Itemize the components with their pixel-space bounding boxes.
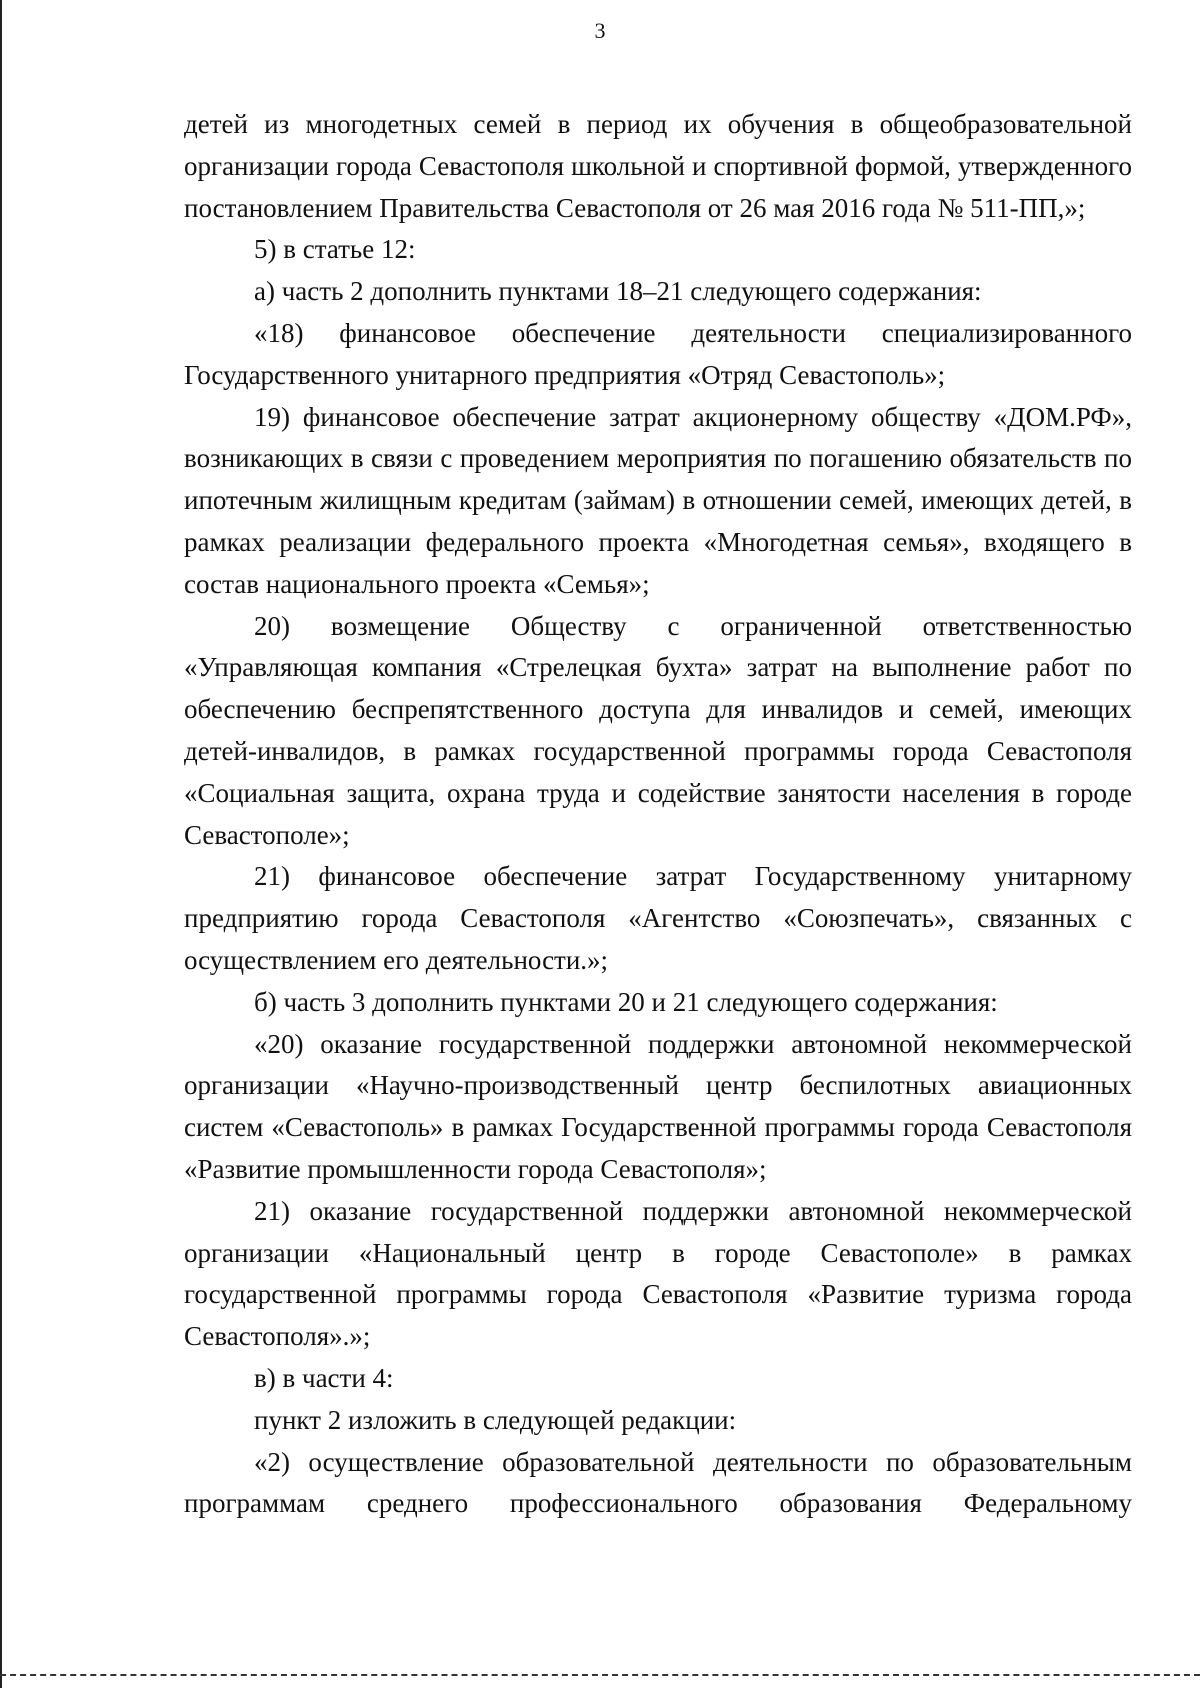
paragraph-point-2-intro: пункт 2 изложить в следующей редакции: <box>254 1404 737 1435</box>
paragraph-item-b: б) часть 3 дополнить пунктами 20 и 21 следующего содержания: <box>254 986 998 1017</box>
paragraph-point-18: «18) финансовое обеспечение деятельности специализированного Государственного унитарного предприятия «Отряд Севастополь»; <box>184 317 1132 390</box>
paragraph-item-5: 5) в статье 12: <box>254 234 416 265</box>
scan-left-edge <box>0 0 2 1688</box>
paragraph-point-21-support: 21) оказание государственной поддержки автономной некоммерческой организации «Национальный центр в городе Севастополе» в рамках государственной программы города Севастополя «Развитие туризма города Севастополя».»; <box>184 1195 1132 1352</box>
paragraph-point-19: 19) финансовое обеспечение затрат акционерному обществу «ДОМ.РФ», возникающих в связи с проведением мероприятия по погашению обязательств по ипотечным жилищным кредитам (займам) в отношении семей, имеющих детей, в рамках реализации федерального проекта «Многодетная семья», входящего в состав национального проекта «Семья»; <box>184 401 1132 599</box>
paragraph-point-21: 21) финансовое обеспечение затрат Государственному унитарному предприятию города Севастополя «Агентство «Союзпечать», связанных с осуществлением его деятельности.»; <box>184 861 1132 975</box>
paragraph-continuation: детей из многодетных семей в период их обучения в общеобразовательной организации города Севастополя школьной и спортивной формой, утвержденного постановлением Правительства Севастополя от 26 мая 2016 года № 511-ПП,»; <box>184 109 1132 223</box>
page-number: 3 <box>594 18 606 43</box>
paragraph-item-v: в) в части 4: <box>254 1362 394 1393</box>
paragraph-point-20: 20) возмещение Обществу с ограниченной ответственностью «Управляющая компания «Стрелецкая бухта» затрат на выполнение работ по обеспечению беспрепятственного доступа для инвалидов и семей, имеющих детей-инвалидов, в рамках государственной программы города Севастополя «Социальная защита, охрана труда и содействие занятости населения в городе Севастополе»; <box>184 610 1132 850</box>
paragraph-point-20-support: «20) оказание государственной поддержки автономной некоммерческой организации «Научно-производственный центр беспилотных авиационных систем «Севастополь» в рамках Государственной программы города Севастополя «Развитие промышленности города Севастополя»; <box>184 1028 1132 1184</box>
scan-bottom-edge <box>0 1674 1200 1676</box>
paragraph-item-a: а) часть 2 дополнить пунктами 18–21 следующего содержания: <box>254 276 982 307</box>
paragraph-point-2: «2) осуществление образовательной деятельности по образовательным программам среднего профессионального образования Федеральному <box>184 1446 1132 1519</box>
document-body <box>184 104 1132 1525</box>
